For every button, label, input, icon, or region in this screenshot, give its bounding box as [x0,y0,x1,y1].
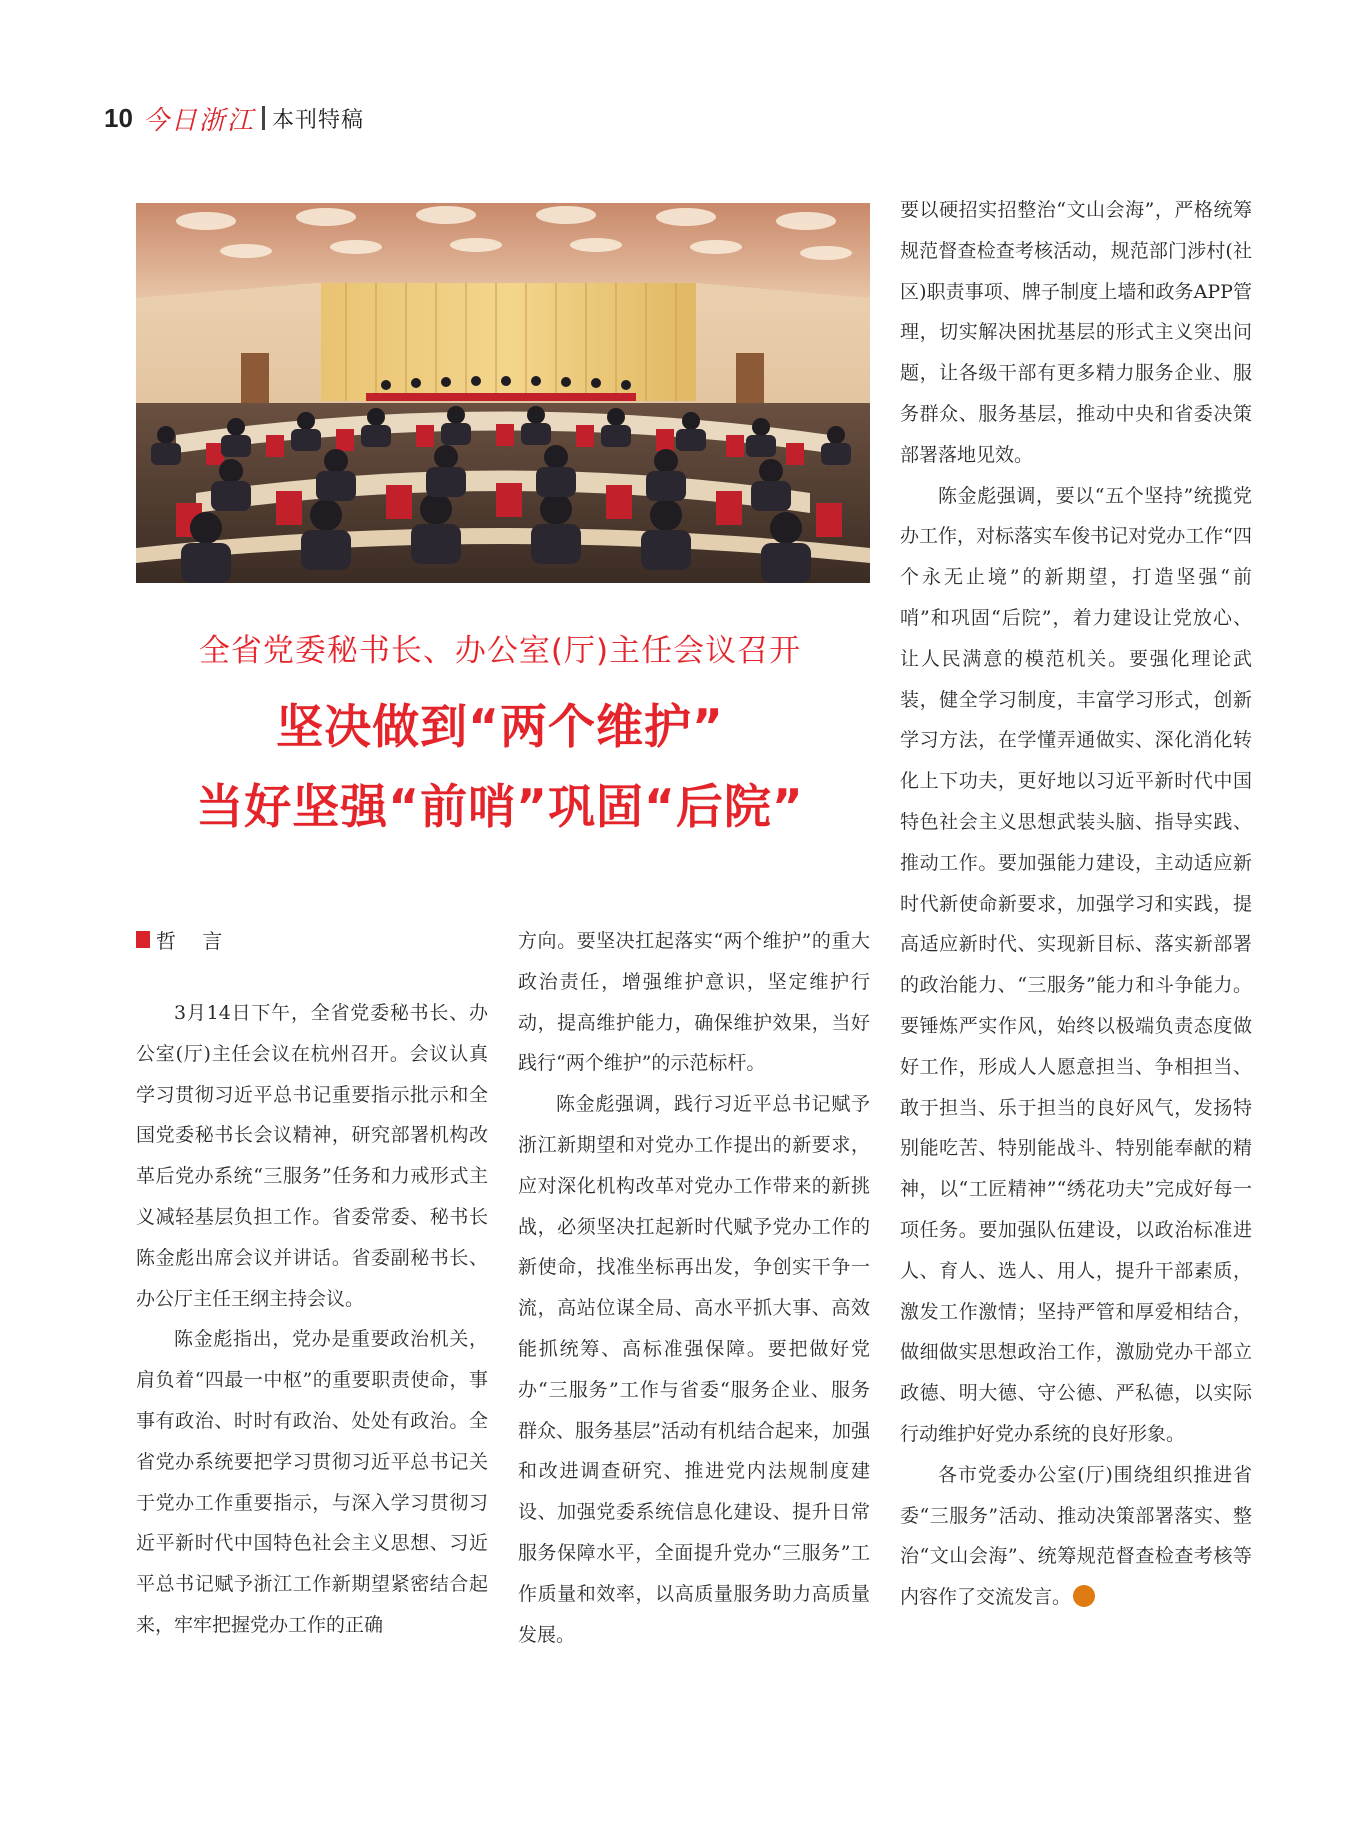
paragraph: 要以硬招实招整治“文山会海”，严格统筹规范督查检查考核活动，规范部门涉村(社区)职责事项、牌子制度上墙和政务APP管理，切实解决困扰基层的形式主义突出问题，让各级干部有更多精力服务企业、服务群众、服务基层，推动中央和省委决策部署落地见效。 [900,199,1252,466]
paragraph-final [900,1455,1252,1618]
section-label: 本刊特稿 [271,106,364,132]
article-subtitle: 全省党委秘书长、办公室(厅)主任会议召开 [198,633,802,669]
meeting-photo [136,203,870,583]
end-mark-icon [1073,1585,1095,1607]
paragraph-text: 各市党委办公室(厅)围绕组织推进省委“三服务”活动、推动决策部署落实、整治“文山会海”、统筹规范督查检查考核等内容作了交流发言。 [900,1463,1252,1609]
page-number: 10 [104,102,133,133]
article-column-1 [136,993,488,1646]
header-divider [262,106,265,130]
paragraph: 方向。要坚决扛起落实“两个维护”的重大政治责任，增强维护意识，坚定维护行动，提高维护能力，确保维护效果，当好践行“两个维护”的示范标杆。 [518,930,870,1075]
byline-marker-icon [136,931,150,948]
paragraph: 3月14日下午，全省党委秘书长、办公室(厅)主任会议在杭州召开。会议认真学习贯彻习近平总书记重要指示批示和全国党委秘书长会议精神，研究部署机构改革后党办系统“三服务”任务和力戒形式主义减轻基层负担工作。省委常委、秘书长陈金彪出席会议并讲话。省委副秘书长、办公厅主任王纲主持会议。 [136,1002,488,1310]
author-byline [136,925,232,954]
paragraph: 陈金彪指出，党办是重要政治机关，肩负着“四最一中枢”的重要职责使命，事事有政治、时时有政治、处处有政治。全省党办系统要把学习贯彻习近平总书记关于党办工作重要指示，与深入学习贯彻习近平新时代中国特色社会主义思想、习近平总书记赋予浙江工作新期望紧密结合起来，牢牢把握党办工作的正确 [136,1328,488,1636]
author-name: 哲 言 [156,929,233,953]
article-title-block [120,625,880,848]
page-header [104,96,364,140]
article-column-3 [900,190,1252,1618]
paragraph: 陈金彪强调，要以“五个坚持”统揽党办工作，对标落实车俊书记对党办工作“四个永无止境”的新期望，打造坚强“前哨”和巩固“后院”，着力建设让党放心、让人民满意的模范机关。要强化理论武装，健全学习制度，丰富学习形式，创新学习方法，在学懂弄通做实、深化消化转化上下功夫，更好地以习近平新时代中国特色社会主义思想武装头脑、指导实践、推动工作。要加强能力建设，主动适应新时代新使命新要求，加强学习和实践，提高适应新时代、实现新目标、落实新部署的政治能力、“三服务”能力和斗争能力。要锤炼严实作风，始终以极端负责态度做好工作，形成人人愿意担当、争相担当、敢于担当、乐于担当的良好风气，发扬特别能吃苦、特别能战斗、特别能奉献的精神，以“工匠精神”“绣花功夫”完成好每一项任务。要加强队伍建设，以政治标准进人、育人、选人、用人，提升干部素质，激发工作激情；坚持严管和厚爱相结合，做细做实思想政治工作，激励党办干部立政德、明大德、守公德、严私德，以实际行动维护好党办系统的良好形象。 [900,484,1252,1445]
article-title-line-2: 当好坚强“前哨”巩固“后院” [196,780,804,835]
article-title-line-1: 坚决做到“两个维护” [276,700,724,755]
magazine-logo: 今日浙江 [142,105,255,136]
article-column-2 [518,921,870,1655]
paragraph: 陈金彪强调，践行习近平总书记赋予浙江新期望和对党办工作提出的新要求，应对深化机构改革对党办工作带来的新挑战，必须坚决扛起新时代赋予党办工作的新使命，找准坐标再出发，争创实干争一流，高站位谋全局、高水平抓大事、高效能抓统筹、高标准强保障。要把做好党办“三服务”工作与省委“服务企业、服务群众、服务基层”活动有机结合起来，加强和改进调查研究、推进党内法规制度建设、加强党委系统信息化建设、提升日常服务保障水平，全面提升党办“三服务”工作质量和效率，以高质量服务助力高质量发展。 [518,1093,870,1646]
